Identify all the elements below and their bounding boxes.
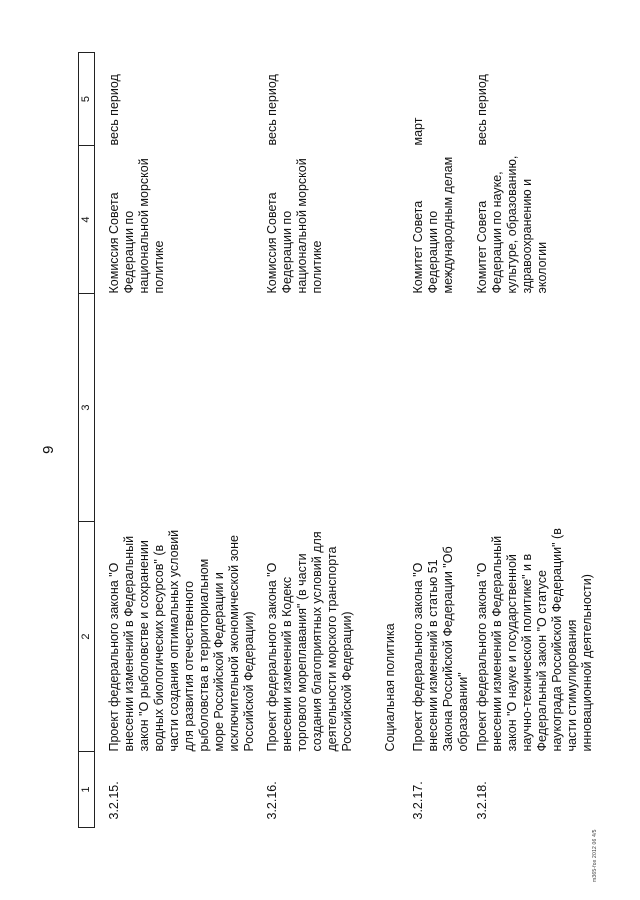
item-text: Проект федерального закона "О внесении изменений в статью 51 Закона Российской Федерации "Об образовании" — [411, 546, 470, 752]
item-period: март — [411, 117, 425, 146]
item-number: 3.2.17. — [411, 781, 425, 820]
table-row — [471, 53, 595, 828]
plan-table — [78, 52, 595, 828]
table-row — [407, 53, 471, 828]
column-header-5: 5 — [79, 53, 95, 146]
item-col3 — [95, 294, 258, 522]
item-responsible: Комиссия Совета Федерации по национальной морской политике — [265, 158, 324, 294]
column-header-4: 4 — [79, 146, 95, 294]
file-footnote: m365-fox 2012 06 4/5 — [592, 829, 598, 882]
column-header-1: 1 — [79, 752, 95, 828]
table-row — [257, 53, 379, 828]
item-text: Проект федерального закона "О внесении изменений в Кодекс торгового мореплавания" (в части создания благоприятных условий для деятельности морского транспорта Российской Федерации) — [265, 531, 354, 752]
column-header-2: 2 — [79, 522, 95, 752]
item-period: весь период — [475, 74, 489, 146]
item-number: 3.2.15. — [107, 781, 121, 820]
item-responsible: Комитет Совета Федерации по науке, культуре, образованию, здравоохранению и экологии — [475, 155, 549, 294]
item-responsible: Комитет Совета Федерации по международным делам — [411, 156, 455, 294]
item-col3 — [471, 294, 595, 522]
item-col3 — [257, 294, 379, 522]
item-col3 — [407, 294, 471, 522]
item-period: весь период — [107, 74, 121, 146]
item-number: 3.2.16. — [265, 781, 279, 820]
column-header-3: 3 — [79, 294, 95, 522]
item-period: весь период — [265, 74, 279, 146]
item-responsible: Комиссия Совета Федерации по национальной морской политике — [107, 158, 166, 294]
section-title: Социальная политика — [383, 623, 397, 752]
page-number: 9 — [40, 445, 57, 454]
item-text: Проект федерального закона "О внесении изменений в Федеральный закон "О рыболовстве и сохранении водных биологических ресурсов" (в части создания оптимальных условий для развития отечественного рыболовства в территориальном море Российской Федерации и исключительной экономической зоне Российской Федерации) — [107, 529, 256, 752]
item-number: 3.2.18. — [475, 781, 489, 820]
item-text: Проект федерального закона "О внесении изменений в Федеральный закон "О науке и государственной научно-технической политике" и в Федеральный закон "О статусе наукограда Российской Федерации" (в части стимулирования инновационной деятельности) — [475, 528, 594, 752]
column-number-header — [79, 53, 95, 828]
table-row — [95, 53, 258, 828]
section-row — [379, 53, 407, 828]
